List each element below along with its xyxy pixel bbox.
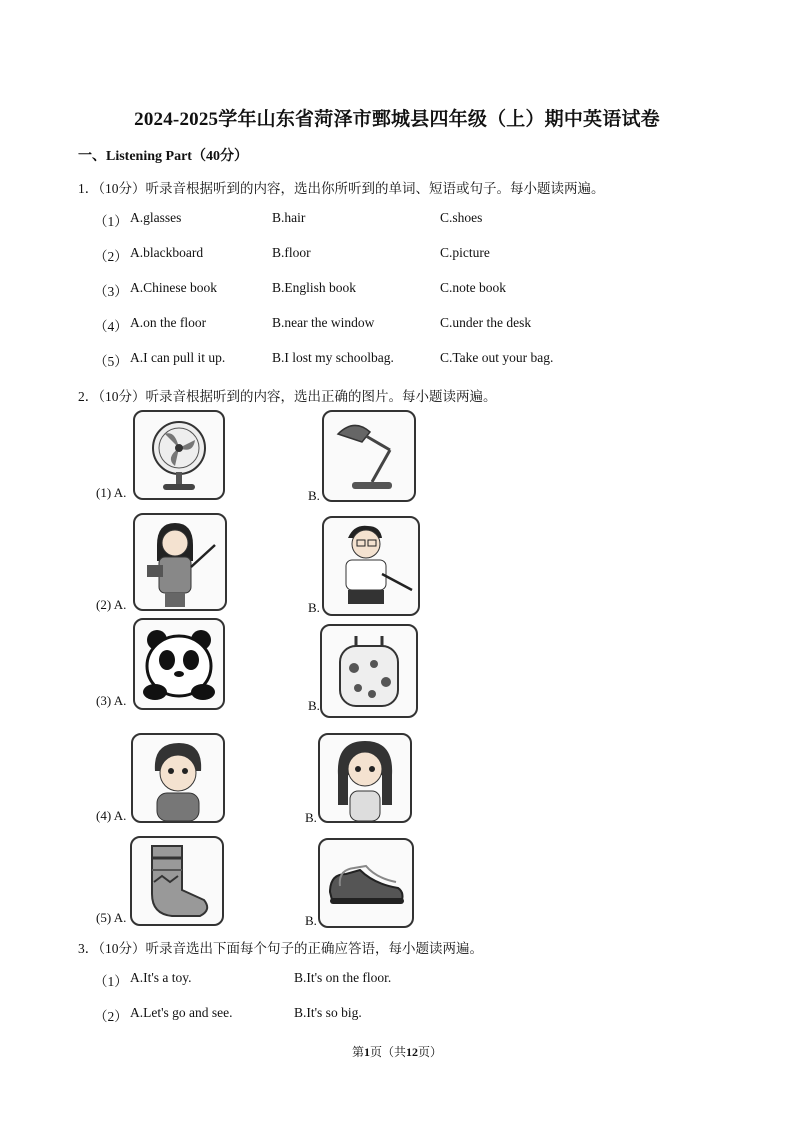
footer-suffix: 页） (418, 1045, 443, 1059)
q2-label-a: (1) A. (96, 485, 127, 500)
q1-option-b: B.English book (272, 280, 357, 295)
q1-item-number: （5） (94, 354, 128, 369)
footer-page-number: 1 (363, 1045, 370, 1059)
q2-label-b: B. (308, 698, 320, 713)
panda-bag-icon (133, 618, 225, 710)
q2-label-a: (3) A. (96, 693, 127, 708)
sock-icon (130, 836, 224, 926)
giraffe-bag-icon (320, 624, 418, 718)
page-title: 2024-2025学年山东省菏泽市鄄城县四年级（上）期中英语试卷 (134, 109, 660, 130)
q1-item-number: （4） (94, 319, 128, 334)
q1-item-number: （3） (94, 284, 128, 299)
q2-label-a: (4) A. (96, 808, 127, 823)
q1-option-c: C.Take out your bag. (440, 350, 554, 365)
shoes-icon (318, 838, 414, 928)
q1-option-b: B.hair (272, 210, 306, 225)
q1-item-number: （1） (94, 214, 128, 229)
female-teacher-icon (133, 513, 227, 611)
q1-option-a: A.I can pull it up. (130, 350, 226, 365)
boy-icon (131, 733, 225, 823)
q1-option-b: B.floor (272, 245, 311, 260)
q3-item-number: （1） (94, 974, 128, 989)
q3-item-number: （2） (94, 1009, 128, 1024)
page-footer (0, 1043, 794, 1060)
lamp-icon (322, 410, 416, 502)
q1-option-a: A.glasses (130, 210, 182, 225)
q2-label-a: (2) A. (96, 597, 127, 612)
q2-label-b: B. (308, 488, 320, 503)
q2-label-b: B. (305, 913, 317, 928)
male-teacher-icon (322, 516, 420, 616)
q2-label-a: (5) A. (96, 910, 127, 925)
girl-icon (318, 733, 412, 823)
q1-item-number: （2） (94, 249, 128, 264)
q3-option-a: A.Let's go and see. (130, 1005, 233, 1020)
q1-option-b: B.I lost my schoolbag. (272, 350, 394, 365)
q1-option-c: C.under the desk (440, 315, 532, 330)
q1-option-b: B.near the window (272, 315, 375, 330)
q1-option-a: A.Chinese book (130, 280, 217, 295)
footer-mid: 页（共 (369, 1045, 406, 1059)
q1-option-c: C.shoes (440, 210, 483, 225)
footer-prefix: 第 (351, 1045, 364, 1059)
q1-option-a: A.blackboard (130, 245, 204, 260)
q3-stem: 3．（10分）听录音选出下面每个句子的正确应答语，每小题读两遍。 (78, 941, 483, 956)
q3-option-b: B.It's so big. (294, 1005, 362, 1020)
q1-option-c: C.picture (440, 245, 490, 260)
q2-stem: 2．（10分）听录音根据听到的内容，选出正确的图片。每小题读两遍。 (78, 389, 497, 404)
q1-option-a: A.on the floor (130, 315, 207, 330)
q3-option-a: A.It's a toy. (130, 970, 192, 985)
q1-stem: 1．（10分）听录音根据听到的内容，选出你所听到的单词、短语或句子。每小题读两遍。 (78, 181, 605, 196)
q2-label-b: B. (308, 600, 320, 615)
q1-option-c: C.note book (440, 280, 506, 295)
q3-option-b: B.It's on the floor. (294, 970, 392, 985)
section-heading: 一、Listening Part（40分） (78, 149, 248, 164)
fan-icon (133, 410, 225, 500)
footer-total-pages: 12 (406, 1045, 418, 1059)
q2-label-b: B. (305, 810, 317, 825)
